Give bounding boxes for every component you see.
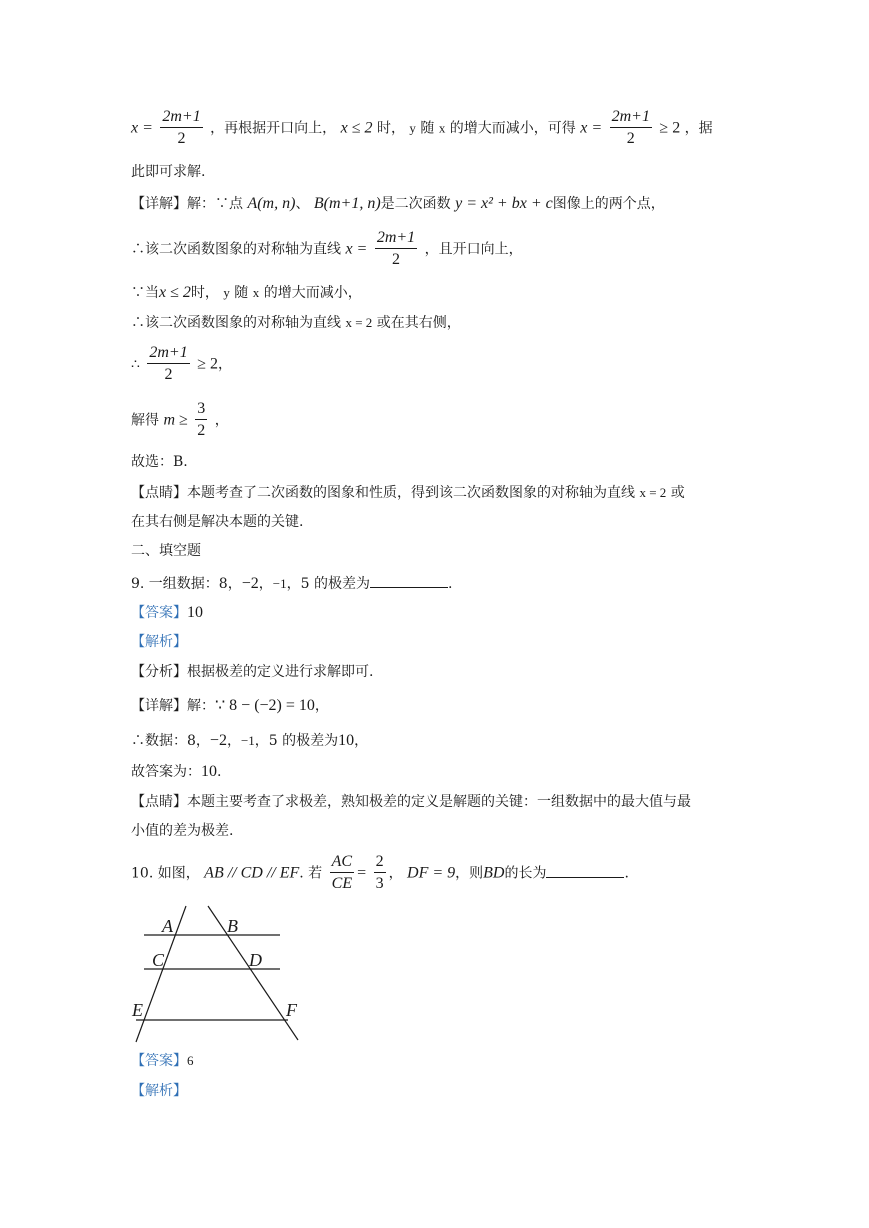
math-expression: x ≤ 2 [159,284,191,301]
text: 、 [295,196,310,212]
text: 或 [670,485,685,501]
math-expression: y = x² + bx + c [455,195,553,212]
math-expression: AB // CD // EF [204,864,300,882]
text: ， [314,698,329,714]
text: ， [217,356,232,373]
fraction [610,107,652,150]
math-expression: BD [483,864,505,882]
text: ，据 [684,120,713,137]
text: ，且开口向上， [424,241,523,258]
text: ∴ [131,356,140,373]
text: 的增大而减小，可得 [449,120,576,137]
label-f: F [286,1000,297,1020]
text: 时， [190,285,219,301]
math-expression: x = [131,119,153,137]
math-expression: −2 [209,732,227,749]
fraction-numerator: 3 [195,399,207,420]
text-line: 小值的差为极差. [131,823,234,839]
fraction-denominator: CE [331,875,353,892]
label-e: E [132,1000,143,1020]
math-expression: x [252,285,260,300]
math-expression: x = [580,119,603,137]
answer-value: 6 [187,1053,194,1068]
math-expression: −2 [241,575,259,592]
text: 图像上的两个点， [552,196,665,212]
fraction [330,852,354,895]
math-expression: 10 [201,763,217,780]
text: . [217,764,222,780]
text: ∴该二次函数图象的对称轴为直线 [131,241,341,258]
math-expression: y [223,285,230,300]
text: 解得 [131,412,159,429]
fraction-denominator: 2 [177,130,186,147]
text: 或在其右侧， [376,315,461,331]
question-9 [131,574,452,594]
text: 的长为 [504,865,547,882]
transversal-left [136,906,186,1042]
text-line [131,283,362,303]
fraction-denominator: 2 [626,130,635,147]
math-expression: x = 2 [639,485,667,500]
section-tag: 【详解】 [131,698,187,714]
text: ，5 的极差为 [286,576,370,592]
text-line [131,313,461,333]
math-expression: x [438,120,446,136]
section-tag: 【点睛】 [131,794,187,810]
text-line: 在其右侧是解决本题的关键. [131,514,304,530]
math-expression: ≥ 2 [197,355,218,373]
section-heading: 二、填空题 [131,543,201,559]
analysis-tag: 【解析】 [131,1083,187,1099]
fraction-denominator: 2 [391,251,400,268]
text: ， [388,865,403,882]
text: ，则 [455,865,484,882]
fraction-numerator: 2m+1 [147,343,189,364]
fraction [160,107,202,150]
text: 解： [187,698,215,714]
text-line [131,696,329,716]
fraction [147,343,189,386]
text-line [131,107,713,150]
analysis-tag: 【解析】 [131,634,187,650]
math-expression: m ≥ [163,411,188,429]
text: 本题考查了二次函数的图象和性质，得到该二次函数图象的对称轴为直线 [187,485,635,501]
fraction-numerator: 2m+1 [160,107,202,128]
math-expression: B(m+1, n) [313,195,381,212]
geometry-figure [128,902,308,1047]
section-tag: 【点睛】 [131,485,187,501]
text: ，再根据开口向上， [210,120,337,137]
text-line [131,483,685,503]
text: . 若 [299,865,323,882]
math-expression: −1 [240,733,255,748]
text: 解：∵点 [187,196,243,212]
text: 随 [234,285,249,301]
label-a: A [162,916,173,936]
answer-blank [370,575,448,588]
math-expression: ≥ 2 [659,119,681,137]
fraction [375,228,417,271]
text: 根据极差的定义进行求解即可. [187,664,374,680]
fraction-denominator: 2 [197,422,206,439]
text: ， [214,412,229,429]
text: ∴数据：8， [131,733,210,749]
fraction-numerator: AC [330,852,354,873]
fraction-denominator: 3 [375,875,384,892]
section-tag: 【详解】 [131,196,187,212]
math-expression: DF = 9 [407,864,456,882]
fraction-numerator: 2m+1 [610,107,652,128]
fraction [374,852,386,895]
math-expression: A(m, n) [247,195,296,212]
answer-line [131,603,203,623]
fraction-denominator: 2 [164,366,173,383]
label-c: C [152,950,165,970]
text-line: 故选：B. [131,454,188,470]
text: ∵当 [131,285,159,301]
section-tag: 【分析】 [131,664,187,680]
math-expression: x ≤ 2 [340,119,373,137]
math-expression: −1 [272,576,287,591]
label-d: D [249,950,262,970]
answer-tag: 【答案】 [131,1053,187,1069]
text: 本题主要考查了求极差，熟知极差的定义是解题的关键：一组数据中的最大值与最 [187,794,691,810]
math-expression: y [409,120,416,136]
answer-blank [546,865,624,878]
text-line [131,343,232,386]
text: 的增大而减小， [263,285,362,301]
answer-tag: 【答案】 [131,605,187,621]
text: 10. 如图， [131,865,200,882]
text: ，5 的极差为 [254,733,339,749]
text: 时， [376,120,405,137]
fraction [195,399,207,442]
text-line [131,194,665,214]
text: ， [258,576,273,592]
answer-value: 10 [187,604,203,621]
fraction-numerator: 2m+1 [375,228,417,249]
text-line [131,228,523,271]
label-b: B [227,916,238,936]
math-expression: ∵ 8 − (−2) = 10 [215,697,315,714]
text: 9. 一组数据：8， [131,576,242,592]
text: ， [226,733,241,749]
text: . [447,576,453,592]
text-line [131,762,221,782]
text: 是二次函数 [380,196,451,212]
fraction-numerator: 2 [374,852,386,873]
text-line [131,399,229,442]
answer-line [131,1051,194,1071]
text-line [131,662,373,682]
text: ， [354,733,369,749]
text-line [131,792,691,812]
text: . [624,865,629,882]
text-line: 此即可求解. [131,164,206,180]
text: ∴该二次函数图象的对称轴为直线 [131,315,341,331]
question-10 [131,852,629,895]
text-line [131,731,368,751]
text: 随 [420,120,435,137]
math-expression: x = 2 [345,315,373,330]
math-expression: x = [345,240,368,258]
math-expression: = [357,864,367,882]
text: 故答案为： [131,764,201,780]
math-expression: 10 [338,732,355,749]
